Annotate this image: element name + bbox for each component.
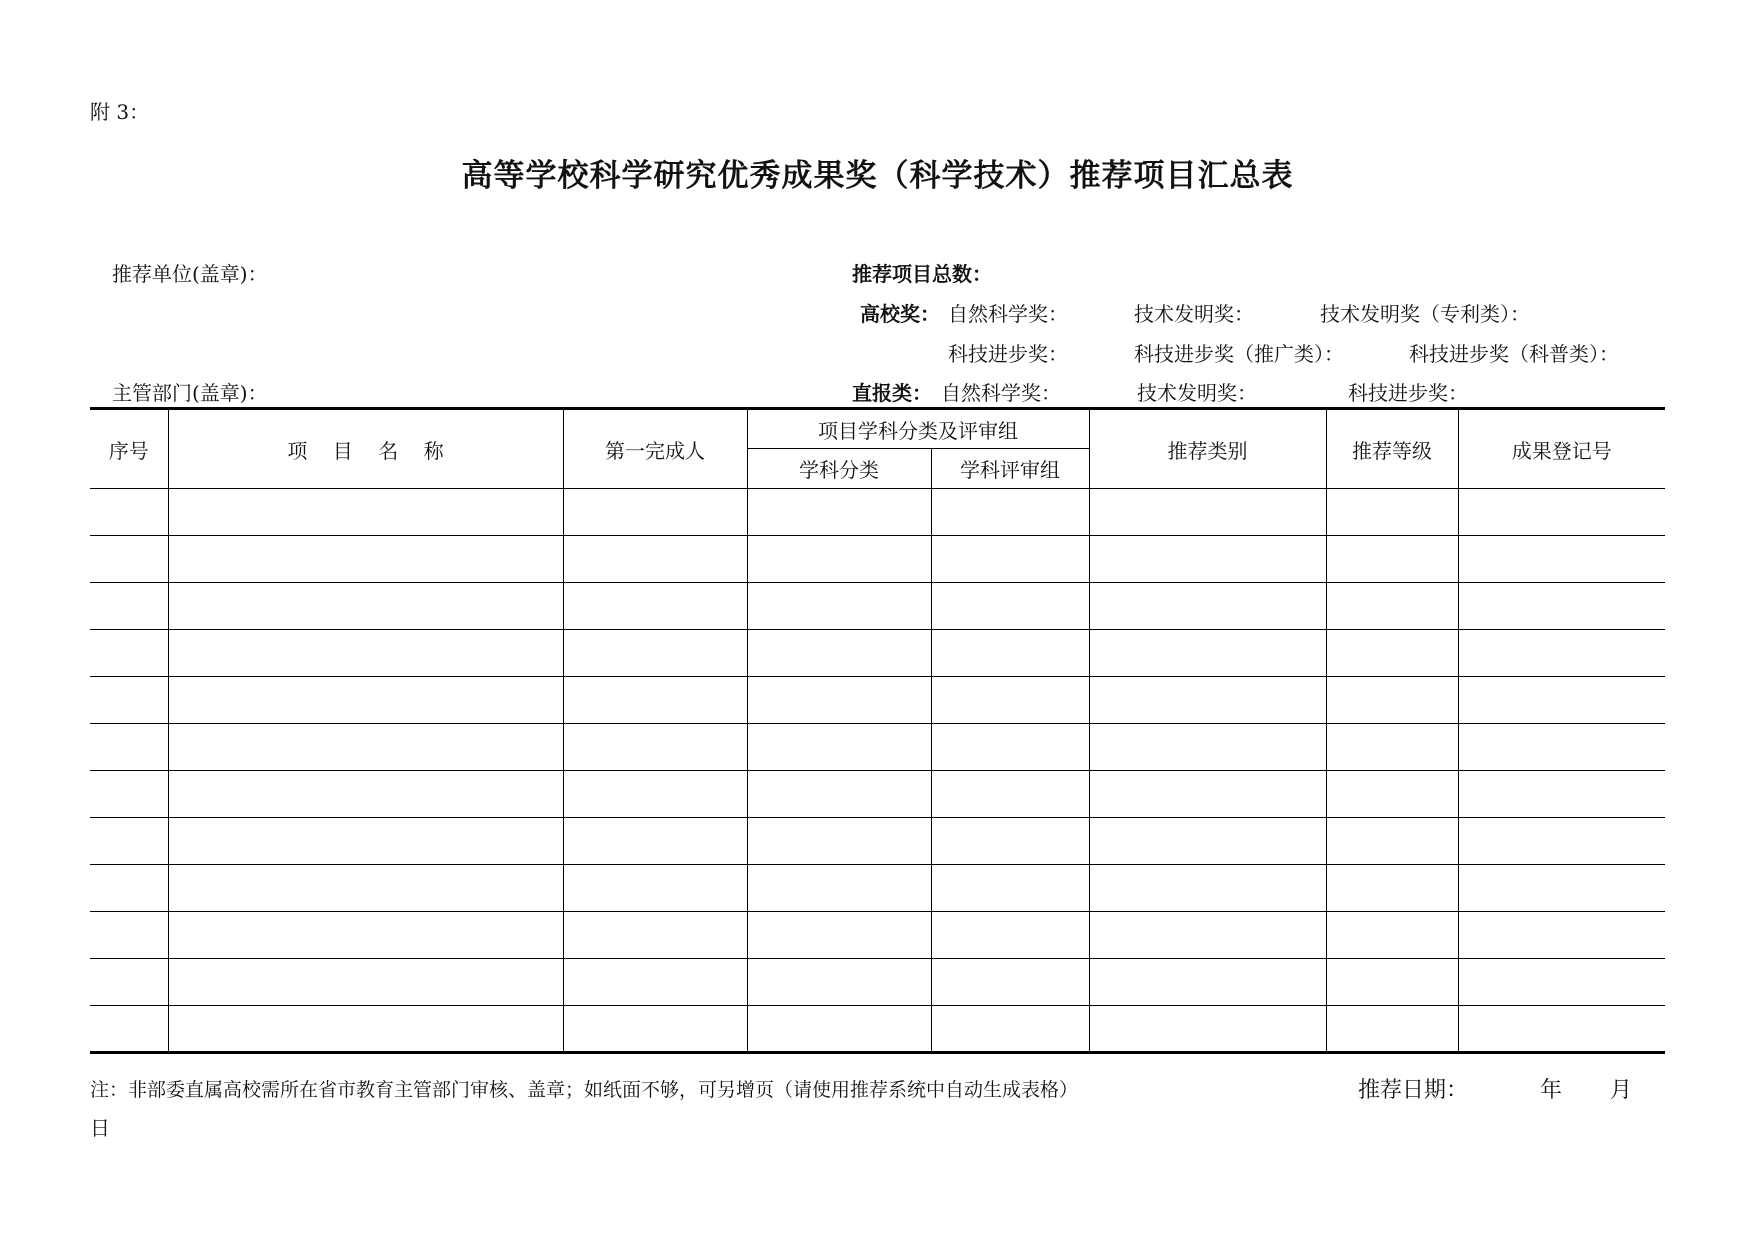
- table-cell[interactable]: [931, 771, 1089, 818]
- table-cell[interactable]: [90, 818, 168, 865]
- table-cell[interactable]: [90, 630, 168, 677]
- table-cell[interactable]: [1326, 818, 1458, 865]
- table-cell[interactable]: [747, 959, 931, 1006]
- table-cell[interactable]: [1326, 630, 1458, 677]
- table-cell[interactable]: [1458, 912, 1665, 959]
- table-cell[interactable]: [747, 489, 931, 536]
- table-cell[interactable]: [168, 912, 563, 959]
- table-cell[interactable]: [168, 818, 563, 865]
- summary-table: [90, 407, 1665, 1054]
- table-row: [90, 865, 1665, 912]
- table-cell[interactable]: [931, 912, 1089, 959]
- header-level: 推荐等级: [1326, 409, 1458, 489]
- table-row: [90, 724, 1665, 771]
- table-cell[interactable]: [168, 489, 563, 536]
- table-cell[interactable]: [1089, 818, 1326, 865]
- gaoxiao-label: 高校奖：: [860, 302, 940, 326]
- table-cell[interactable]: [168, 536, 563, 583]
- table-cell[interactable]: [90, 583, 168, 630]
- table-cell[interactable]: [1326, 771, 1458, 818]
- table-cell[interactable]: [1458, 724, 1665, 771]
- date-year: 年: [1540, 1078, 1563, 1103]
- table-cell[interactable]: [1458, 818, 1665, 865]
- table-cell[interactable]: [1326, 536, 1458, 583]
- header-category: 推荐类别: [1089, 409, 1326, 489]
- table-cell[interactable]: [931, 630, 1089, 677]
- table-cell[interactable]: [1089, 677, 1326, 724]
- total-count-label: 推荐项目总数：: [852, 262, 992, 286]
- table-cell[interactable]: [90, 1006, 168, 1053]
- gaoxiao-tech-invention-patent: 技术发明奖（专利类）：: [1320, 302, 1530, 326]
- table-cell[interactable]: [1089, 959, 1326, 1006]
- table-cell[interactable]: [1089, 583, 1326, 630]
- table-row: [90, 630, 1665, 677]
- table-cell[interactable]: [90, 912, 168, 959]
- header-seq: 序号: [90, 409, 168, 489]
- table-cell[interactable]: [90, 724, 168, 771]
- header-reg-no: 成果登记号: [1458, 409, 1665, 489]
- date-month: 月: [1610, 1078, 1633, 1103]
- table-cell[interactable]: [168, 865, 563, 912]
- table-row: [90, 771, 1665, 818]
- table-cell[interactable]: [90, 771, 168, 818]
- table-cell[interactable]: [1089, 724, 1326, 771]
- table-cell[interactable]: [1089, 771, 1326, 818]
- table-row: [90, 959, 1665, 1006]
- table-cell[interactable]: [563, 865, 747, 912]
- page-title: 高等学校科学研究优秀成果奖（科学技术）推荐项目汇总表: [461, 158, 1294, 194]
- table-cell[interactable]: [1458, 771, 1665, 818]
- zhibao-sci-tech-progress: 科技进步奖：: [1348, 381, 1468, 405]
- table-cell[interactable]: [1089, 489, 1326, 536]
- table-row: [90, 912, 1665, 959]
- table-cell[interactable]: [168, 959, 563, 1006]
- table-cell[interactable]: [747, 771, 931, 818]
- table-cell[interactable]: [747, 1006, 931, 1053]
- table-cell[interactable]: [1458, 1006, 1665, 1053]
- table-cell[interactable]: [168, 1006, 563, 1053]
- table-cell[interactable]: [1326, 1006, 1458, 1053]
- table-cell[interactable]: [931, 818, 1089, 865]
- header-discipline: 学科分类: [747, 449, 931, 489]
- table-cell[interactable]: [1458, 489, 1665, 536]
- table-cell[interactable]: [1458, 959, 1665, 1006]
- table-cell[interactable]: [747, 818, 931, 865]
- table-cell[interactable]: [563, 912, 747, 959]
- table-cell[interactable]: [1089, 865, 1326, 912]
- table-cell[interactable]: [563, 536, 747, 583]
- table-cell[interactable]: [1326, 677, 1458, 724]
- table-cell[interactable]: [1458, 677, 1665, 724]
- table-cell[interactable]: [1089, 536, 1326, 583]
- table-cell[interactable]: [1326, 489, 1458, 536]
- table-cell[interactable]: [931, 724, 1089, 771]
- header-review-group: 学科评审组: [931, 449, 1089, 489]
- gaoxiao-tech-invention: 技术发明奖：: [1134, 302, 1254, 326]
- date-label: 推荐日期：: [1358, 1078, 1469, 1103]
- table-cell[interactable]: [563, 724, 747, 771]
- zhibao-tech-invention: 技术发明奖：: [1137, 381, 1257, 405]
- table-cell[interactable]: [563, 818, 747, 865]
- table-cell[interactable]: [931, 1006, 1089, 1053]
- table-cell[interactable]: [747, 630, 931, 677]
- table-body: [90, 489, 1665, 1053]
- gaoxiao-natural-science: 自然科学奖：: [948, 302, 1068, 326]
- table-row: [90, 1006, 1665, 1053]
- recommender-unit-label: 推荐单位(盖章)：: [112, 262, 268, 286]
- table-cell[interactable]: [563, 1006, 747, 1053]
- gaoxiao-sci-tech-progress-popular: 科技进步奖（科普类）：: [1409, 342, 1619, 366]
- date-day: 日: [90, 1116, 110, 1140]
- table-cell[interactable]: [1458, 865, 1665, 912]
- table-row: [90, 536, 1665, 583]
- table-cell[interactable]: [1326, 959, 1458, 1006]
- table-row: [90, 489, 1665, 536]
- table-cell[interactable]: [168, 583, 563, 630]
- table-cell[interactable]: [931, 536, 1089, 583]
- table-cell[interactable]: [1458, 536, 1665, 583]
- table-cell[interactable]: [1326, 865, 1458, 912]
- table-cell[interactable]: [168, 630, 563, 677]
- table-cell[interactable]: [1089, 1006, 1326, 1053]
- gaoxiao-sci-tech-progress: 科技进步奖：: [948, 342, 1068, 366]
- table-cell[interactable]: [1326, 724, 1458, 771]
- table-cell[interactable]: [563, 489, 747, 536]
- table-row: [90, 677, 1665, 724]
- table-cell[interactable]: [563, 771, 747, 818]
- table-cell[interactable]: [1326, 583, 1458, 630]
- table-cell[interactable]: [931, 677, 1089, 724]
- table-cell[interactable]: [168, 677, 563, 724]
- table-cell[interactable]: [90, 677, 168, 724]
- attachment-label: 附 3：: [90, 100, 150, 124]
- table-cell[interactable]: [1458, 630, 1665, 677]
- zhibao-natural-science: 自然科学奖：: [941, 381, 1061, 405]
- table-cell[interactable]: [168, 724, 563, 771]
- table-cell[interactable]: [747, 536, 931, 583]
- recommend-date: [1358, 1073, 1632, 1104]
- table-cell[interactable]: [931, 865, 1089, 912]
- table-cell[interactable]: [563, 959, 747, 1006]
- table-row: [90, 583, 1665, 630]
- supervisor-dept-label: 主管部门(盖章)：: [112, 381, 268, 405]
- table-cell[interactable]: [747, 865, 931, 912]
- footer-note: 注：非部委直属高校需所在省市教育主管部门审核、盖章；如纸面不够，可另增页（请使用推荐系统中自动生成表格）: [90, 1079, 1079, 1101]
- zhibao-label: 直报类：: [852, 381, 932, 405]
- table-cell[interactable]: [563, 583, 747, 630]
- table-cell[interactable]: [90, 489, 168, 536]
- table-cell[interactable]: [168, 771, 563, 818]
- table-cell[interactable]: [90, 536, 168, 583]
- table-cell[interactable]: [747, 677, 931, 724]
- table-cell[interactable]: [90, 865, 168, 912]
- table-cell[interactable]: [931, 489, 1089, 536]
- table-cell[interactable]: [563, 630, 747, 677]
- table-cell[interactable]: [747, 724, 931, 771]
- table-cell[interactable]: [931, 959, 1089, 1006]
- header-first-person: 第一完成人: [563, 409, 747, 489]
- header-discipline-group: 项目学科分类及评审组: [747, 409, 1089, 449]
- table-cell[interactable]: [563, 677, 747, 724]
- gaoxiao-sci-tech-progress-promotion: 科技进步奖（推广类）：: [1134, 342, 1344, 366]
- table-cell[interactable]: [90, 959, 168, 1006]
- table-cell[interactable]: [747, 583, 931, 630]
- table-cell[interactable]: [1326, 912, 1458, 959]
- table-cell[interactable]: [1089, 630, 1326, 677]
- table-row: [90, 818, 1665, 865]
- table-cell[interactable]: [1089, 912, 1326, 959]
- header-project-name: 项 目 名 称: [168, 409, 563, 489]
- table-cell[interactable]: [1458, 583, 1665, 630]
- table-cell[interactable]: [747, 912, 931, 959]
- table-cell[interactable]: [931, 583, 1089, 630]
